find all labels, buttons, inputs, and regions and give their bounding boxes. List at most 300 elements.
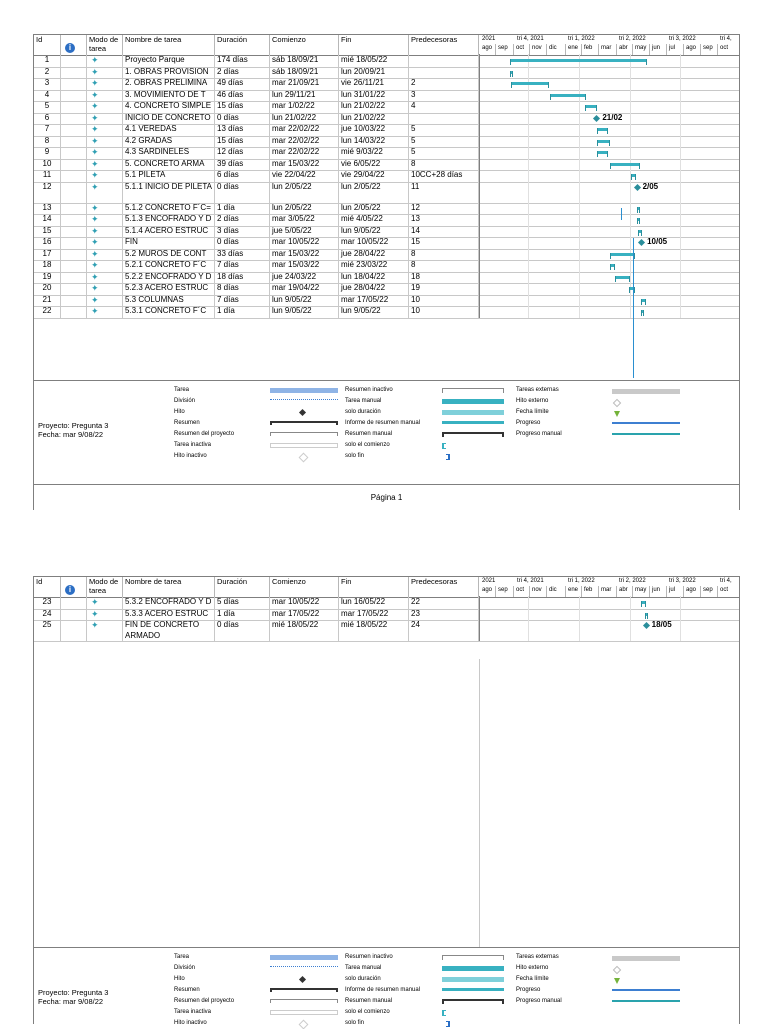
- timescale-quarter: tri 2, 2022: [619, 578, 646, 584]
- table-row[interactable]: [34, 620, 739, 642]
- task-id: 8: [34, 136, 61, 148]
- task-mode[interactable]: [87, 295, 123, 307]
- task-duration[interactable]: 1 día: [215, 306, 270, 318]
- task-duration[interactable]: 6 días: [215, 170, 270, 182]
- task-mode[interactable]: [87, 113, 123, 125]
- task-start[interactable]: mar 19/04/22: [270, 283, 339, 295]
- task-name[interactable]: 3. MOVIMIENTO DE T: [123, 90, 215, 102]
- task-start[interactable]: lun 21/02/22: [270, 113, 339, 125]
- legend-label: Informe de resumen manual: [345, 420, 421, 426]
- task-finish[interactable]: vie 6/05/22: [339, 159, 409, 171]
- task-finish[interactable]: mié 23/03/22: [339, 260, 409, 272]
- task-duration[interactable]: 7 días: [215, 295, 270, 307]
- task-start[interactable]: lun 9/05/22: [270, 295, 339, 307]
- timescale-separator: [632, 586, 633, 597]
- task-duration[interactable]: 15 días: [215, 101, 270, 113]
- timescale-month: dic: [549, 45, 557, 51]
- task-name[interactable]: INICIO DE CONCRETO: [123, 113, 215, 125]
- col-header-finish[interactable]: Fin: [339, 577, 409, 597]
- legend-label: solo duración: [345, 976, 381, 982]
- timescale-month: ene: [568, 587, 579, 593]
- task-indicators: [61, 113, 87, 125]
- task-bar-end: [635, 174, 636, 180]
- task-indicators: [61, 226, 87, 238]
- task-finish[interactable]: lun 2/05/22: [339, 203, 409, 215]
- task-start[interactable]: mar 22/02/22: [270, 136, 339, 148]
- table-row[interactable]: [34, 182, 739, 204]
- task-id: 20: [34, 283, 61, 295]
- col-header-predecessors[interactable]: Predecesoras: [409, 35, 479, 55]
- manual-task-pin-icon: ✦: [91, 89, 99, 100]
- col-header-id[interactable]: Id: [34, 577, 61, 597]
- task-finish[interactable]: lun 21/02/22: [339, 113, 409, 125]
- task-indicators: [61, 597, 87, 609]
- task-mode[interactable]: [87, 203, 123, 215]
- task-duration[interactable]: 13 días: [215, 124, 270, 136]
- task-duration[interactable]: 0 días: [215, 113, 270, 125]
- col-header-id[interactable]: Id: [34, 35, 61, 55]
- external-milestone-legend-icon: [613, 399, 621, 407]
- task-name[interactable]: 2. OBRAS PRELIMINA: [123, 78, 215, 90]
- task-bar-end: [607, 128, 608, 134]
- timescale-month: sep: [703, 45, 713, 51]
- task-finish[interactable]: vie 29/04/22: [339, 170, 409, 182]
- task-predecessors[interactable]: 10: [409, 306, 479, 318]
- timescale-month: sep: [703, 587, 713, 593]
- task-mode[interactable]: [87, 159, 123, 171]
- task-duration[interactable]: 1 día: [215, 203, 270, 215]
- task-indicators: [61, 67, 87, 79]
- task-id: 22: [34, 306, 61, 318]
- milestone-label: 21/02: [602, 112, 623, 122]
- task-indicators: [61, 203, 87, 215]
- task-finish[interactable]: jue 28/04/22: [339, 249, 409, 261]
- legend-label: Hito: [174, 409, 185, 415]
- timescale-month: jul: [669, 587, 676, 593]
- task-bar[interactable]: [610, 253, 635, 256]
- legend-label: Fecha límite: [516, 976, 549, 982]
- legend-label: División: [174, 965, 196, 971]
- legend: [34, 380, 739, 485]
- task-predecessors[interactable]: [409, 55, 479, 67]
- task-start[interactable]: vie 22/04/22: [270, 170, 339, 182]
- task-mode[interactable]: [87, 90, 123, 102]
- task-duration[interactable]: 0 días: [215, 182, 270, 203]
- manual-summary-rollup-legend-bar: [442, 988, 504, 991]
- task-finish[interactable]: mar 17/05/22: [339, 609, 409, 621]
- task-mode[interactable]: [87, 78, 123, 90]
- task-mode[interactable]: [87, 67, 123, 79]
- task-name[interactable]: 5.1 PILETA: [123, 170, 215, 182]
- task-finish[interactable]: jue 10/03/22: [339, 124, 409, 136]
- task-id: 17: [34, 249, 61, 261]
- task-predecessors[interactable]: 12: [409, 203, 479, 215]
- task-finish[interactable]: mié 18/05/22: [339, 620, 409, 641]
- task-bar-start: [610, 253, 611, 259]
- timescale-separator: [683, 586, 684, 597]
- task-name[interactable]: FIN: [123, 237, 215, 249]
- col-header-info[interactable]: [61, 35, 87, 55]
- task-predecessors[interactable]: [409, 113, 479, 125]
- manual-task-pin-icon: ✦: [91, 248, 99, 259]
- task-finish[interactable]: lun 20/09/21: [339, 67, 409, 79]
- task-predecessors[interactable]: 5: [409, 124, 479, 136]
- legend-label: Progreso: [516, 987, 541, 993]
- task-indicators: [61, 237, 87, 249]
- task-id: 2: [34, 67, 61, 79]
- task-mode[interactable]: [87, 272, 123, 284]
- task-predecessors[interactable]: [409, 67, 479, 79]
- timescale-month: sep: [498, 587, 508, 593]
- manual-task-pin-icon: ✦: [91, 225, 99, 236]
- timescale-month: jul: [669, 45, 676, 51]
- task-name[interactable]: 5.2 MUROS DE CONT: [123, 249, 215, 261]
- task-mode[interactable]: [87, 124, 123, 136]
- task-id: 5: [34, 101, 61, 113]
- task-bar[interactable]: [550, 94, 586, 97]
- task-start[interactable]: mar 10/05/22: [270, 597, 339, 609]
- progress-legend-bar: [612, 422, 680, 424]
- task-finish[interactable]: lun 16/05/22: [339, 597, 409, 609]
- col-header-start[interactable]: Comienzo: [270, 577, 339, 597]
- timescale-separator: [546, 586, 547, 597]
- gridline: [680, 54, 681, 318]
- task-id: 7: [34, 124, 61, 136]
- task-id: 15: [34, 226, 61, 238]
- task-bar-end: [645, 601, 646, 607]
- legend-label: solo duración: [345, 409, 381, 415]
- task-indicators: [61, 306, 87, 318]
- task-id: 9: [34, 147, 61, 159]
- timescale-quarter: tri 3, 2022: [669, 36, 696, 42]
- task-finish[interactable]: lun 21/02/22: [339, 101, 409, 113]
- task-start[interactable]: sáb 18/09/21: [270, 67, 339, 79]
- task-predecessors[interactable]: 4: [409, 101, 479, 113]
- task-mode[interactable]: [87, 136, 123, 148]
- task-bar-start: [597, 151, 598, 157]
- task-duration[interactable]: 46 días: [215, 90, 270, 102]
- task-name[interactable]: FIN DE CONCRETO ARMADO: [123, 620, 215, 641]
- external-tasks-legend-bar: [612, 389, 680, 394]
- task-name[interactable]: 5.1.3 ENCOFRADO Y D: [123, 214, 215, 226]
- task-mode[interactable]: [87, 214, 123, 226]
- task-mode[interactable]: [87, 609, 123, 621]
- task-finish[interactable]: lun 14/03/22: [339, 136, 409, 148]
- gantt-page-2: [33, 576, 740, 1024]
- task-duration[interactable]: 2 días: [215, 214, 270, 226]
- legend-label: Progreso: [516, 420, 541, 426]
- task-bar[interactable]: [615, 276, 630, 279]
- task-name[interactable]: 5.2.3 ACERO ESTRUC: [123, 283, 215, 295]
- manual-task-pin-icon: ✦: [91, 237, 99, 247]
- task-name[interactable]: 5.3.2 ENCOFRADO Y D: [123, 597, 215, 609]
- timescale-separator: [598, 586, 599, 597]
- manual-summary-legend-bar: [442, 432, 504, 437]
- task-mode[interactable]: [87, 249, 123, 261]
- milestone-legend-icon: [299, 976, 306, 983]
- split-legend-bar: [270, 399, 338, 403]
- task-name[interactable]: 5.1.4 ACERO ESTRUC: [123, 226, 215, 238]
- task-mode[interactable]: [87, 597, 123, 609]
- task-name[interactable]: 4.3 SARDINELES: [123, 147, 215, 159]
- legend-label: Resumen manual: [345, 998, 393, 1004]
- task-mode[interactable]: [87, 55, 123, 67]
- task-bar-start: [637, 207, 638, 213]
- task-duration[interactable]: 15 días: [215, 136, 270, 148]
- task-start[interactable]: mar 1/02/22: [270, 101, 339, 113]
- task-mode[interactable]: [87, 620, 123, 641]
- chart-divider: [479, 596, 480, 641]
- task-predecessors[interactable]: 13: [409, 214, 479, 226]
- task-name[interactable]: 5.3 COLUMNAS: [123, 295, 215, 307]
- task-predecessors[interactable]: 10: [409, 295, 479, 307]
- task-duration[interactable]: 8 días: [215, 283, 270, 295]
- task-duration[interactable]: 49 días: [215, 78, 270, 90]
- task-duration[interactable]: 1 día: [215, 609, 270, 621]
- task-bar-start: [597, 128, 598, 134]
- task-predecessors[interactable]: 24: [409, 620, 479, 641]
- task-duration[interactable]: 3 días: [215, 226, 270, 238]
- task-bar-end: [596, 105, 597, 111]
- task-indicators: [61, 170, 87, 182]
- task-predecessors[interactable]: 5: [409, 147, 479, 159]
- task-indicators: [61, 124, 87, 136]
- task-mode[interactable]: [87, 306, 123, 318]
- task-id: 18: [34, 260, 61, 272]
- task-name[interactable]: 1. OBRAS PROVISION: [123, 67, 215, 79]
- gridline: [528, 54, 529, 318]
- task-start[interactable]: lun 29/11/21: [270, 90, 339, 102]
- task-predecessors[interactable]: 5: [409, 136, 479, 148]
- summary-legend-bar: [270, 988, 338, 992]
- task-bar-start: [637, 218, 638, 224]
- task-legend-bar: [270, 388, 338, 393]
- task-start[interactable]: lun 2/05/22: [270, 203, 339, 215]
- task-predecessors[interactable]: 2: [409, 78, 479, 90]
- task-start[interactable]: lun 9/05/22: [270, 306, 339, 318]
- task-duration[interactable]: 18 días: [215, 272, 270, 284]
- task-predecessors[interactable]: 11: [409, 182, 479, 203]
- task-duration[interactable]: 174 días: [215, 55, 270, 67]
- manual-task-pin-icon: ✦: [91, 214, 99, 224]
- task-name[interactable]: 5.1.2 CONCRETO F´C=: [123, 203, 215, 215]
- task-start[interactable]: mar 10/05/22: [270, 237, 339, 249]
- task-start[interactable]: mar 22/02/22: [270, 147, 339, 159]
- timescale-separator: [513, 586, 514, 597]
- empty-table-area: [34, 659, 739, 947]
- col-header-duration[interactable]: Duración: [215, 577, 270, 597]
- legend-label: Progreso manual: [516, 431, 562, 437]
- task-duration[interactable]: 7 días: [215, 260, 270, 272]
- manual-summary-legend-bar: [442, 999, 504, 1004]
- task-mode[interactable]: [87, 147, 123, 159]
- task-start[interactable]: mié 18/05/22: [270, 620, 339, 641]
- task-bar-start: [510, 59, 511, 65]
- timescale-month: may: [635, 45, 647, 51]
- duration-only-legend-bar: [442, 410, 504, 415]
- timescale: [479, 577, 739, 597]
- table-header: [34, 576, 739, 598]
- task-name[interactable]: 4. CONCRETO SIMPLE: [123, 101, 215, 113]
- task-finish[interactable]: lun 18/04/22: [339, 272, 409, 284]
- task-predecessors[interactable]: 8: [409, 260, 479, 272]
- col-header-mode[interactable]: Modo de tarea: [87, 35, 123, 55]
- task-finish[interactable]: mar 10/05/22: [339, 237, 409, 249]
- milestone-legend-icon: [299, 409, 306, 416]
- task-bar[interactable]: [510, 59, 647, 62]
- task-predecessors[interactable]: 22: [409, 597, 479, 609]
- timescale: [479, 35, 739, 55]
- task-finish[interactable]: lun 31/01/22: [339, 90, 409, 102]
- task-bar-start: [511, 82, 512, 88]
- task-start[interactable]: mar 15/03/22: [270, 249, 339, 261]
- task-name[interactable]: 5.1.1 INICIO DE PILETA: [123, 182, 215, 203]
- timescale-month: ene: [568, 45, 579, 51]
- task-start[interactable]: mar 17/05/22: [270, 609, 339, 621]
- timescale-separator: [565, 44, 566, 55]
- task-mode[interactable]: [87, 101, 123, 113]
- task-id: 4: [34, 90, 61, 102]
- task-start[interactable]: mar 22/02/22: [270, 124, 339, 136]
- task-predecessors[interactable]: 18: [409, 272, 479, 284]
- task-indicators: [61, 295, 87, 307]
- task-finish[interactable]: mié 9/03/22: [339, 147, 409, 159]
- task-finish[interactable]: jue 28/04/22: [339, 283, 409, 295]
- timescale-separator: [649, 586, 650, 597]
- col-header-info[interactable]: [61, 577, 87, 597]
- task-predecessors[interactable]: 3: [409, 90, 479, 102]
- task-name[interactable]: Proyecto Parque: [123, 55, 215, 67]
- task-duration[interactable]: 12 días: [215, 147, 270, 159]
- task-name[interactable]: 5.3.1 CONCRETO F´C: [123, 306, 215, 318]
- task-indicators: [61, 609, 87, 621]
- project-date: Fecha: mar 9/08/22: [38, 430, 104, 439]
- task-bar-end: [634, 287, 635, 293]
- task-start[interactable]: mar 15/03/22: [270, 260, 339, 272]
- task-finish[interactable]: mié 18/05/22: [339, 55, 409, 67]
- task-predecessors[interactable]: 8: [409, 249, 479, 261]
- timescale-quarter: tri 4,: [720, 36, 732, 42]
- task-predecessors[interactable]: 15: [409, 237, 479, 249]
- task-bar-start: [550, 94, 551, 100]
- task-id: 23: [34, 597, 61, 609]
- manual-task-pin-icon: ✦: [91, 124, 99, 134]
- task-finish[interactable]: mar 17/05/22: [339, 295, 409, 307]
- task-predecessors[interactable]: 19: [409, 283, 479, 295]
- legend-label: Fecha límite: [516, 409, 549, 415]
- task-bar-end: [609, 140, 610, 146]
- task-mode[interactable]: [87, 260, 123, 272]
- task-bar-start: [645, 613, 646, 619]
- timescale-separator: [717, 586, 718, 597]
- project-summary-legend-bar: [270, 999, 338, 1003]
- task-bar-start: [641, 310, 642, 316]
- task-name[interactable]: 5.2.2 ENCOFRADO Y D: [123, 272, 215, 284]
- task-start[interactable]: sáb 18/09/21: [270, 55, 339, 67]
- col-header-finish[interactable]: Fin: [339, 35, 409, 55]
- task-bar-start: [610, 264, 611, 270]
- task-bar[interactable]: [511, 82, 549, 85]
- task-mode[interactable]: [87, 283, 123, 295]
- task-name[interactable]: 5. CONCRETO ARMA: [123, 159, 215, 171]
- task-duration[interactable]: 39 días: [215, 159, 270, 171]
- task-mode[interactable]: [87, 182, 123, 203]
- legend-label: Resumen inactivo: [345, 387, 393, 393]
- manual-task-pin-icon: ✦: [91, 170, 99, 180]
- table-header: [34, 34, 739, 56]
- col-header-mode[interactable]: Modo de tarea: [87, 577, 123, 597]
- task-bar-end: [643, 310, 644, 316]
- task-bar-start: [510, 71, 511, 77]
- col-header-predecessors[interactable]: Predecesoras: [409, 577, 479, 597]
- col-header-name[interactable]: Nombre de tarea: [123, 35, 215, 55]
- task-predecessors[interactable]: 23: [409, 609, 479, 621]
- task-start[interactable]: lun 2/05/22: [270, 182, 339, 203]
- task-start[interactable]: mar 15/03/22: [270, 159, 339, 171]
- inactive-task-legend-bar: [270, 1010, 338, 1015]
- legend-label: solo fin: [345, 453, 365, 459]
- milestone-label: 2/05: [642, 181, 659, 191]
- task-finish[interactable]: lun 9/05/22: [339, 306, 409, 318]
- task-bar-end: [585, 94, 586, 100]
- task-bar[interactable]: [610, 163, 640, 166]
- task-finish[interactable]: vie 26/11/21: [339, 78, 409, 90]
- task-mode[interactable]: [87, 237, 123, 249]
- col-header-name[interactable]: Nombre de tarea: [123, 577, 215, 597]
- task-finish[interactable]: mié 4/05/22: [339, 214, 409, 226]
- info-icon: i: [65, 585, 75, 595]
- task-start[interactable]: jue 5/05/22: [270, 226, 339, 238]
- task-predecessors[interactable]: 14: [409, 226, 479, 238]
- inactive-milestone-legend-icon: [299, 1020, 309, 1029]
- task-duration[interactable]: 5 días: [215, 597, 270, 609]
- task-duration[interactable]: 2 días: [215, 67, 270, 79]
- legend-label: Hito: [174, 976, 185, 982]
- task-finish[interactable]: lun 9/05/22: [339, 226, 409, 238]
- legend: [34, 947, 739, 1025]
- col-header-duration[interactable]: Duración: [215, 35, 270, 55]
- task-mode[interactable]: [87, 226, 123, 238]
- task-bar-end: [607, 151, 608, 157]
- task-start[interactable]: mar 21/09/21: [270, 78, 339, 90]
- task-start[interactable]: mar 3/05/22: [270, 214, 339, 226]
- task-duration[interactable]: 0 días: [215, 237, 270, 249]
- timescale-month: may: [635, 587, 647, 593]
- timescale-separator: [598, 44, 599, 55]
- task-name[interactable]: 5.3.3 ACERO ESTRUC: [123, 609, 215, 621]
- timescale-month: jun: [652, 45, 661, 51]
- legend-label: Hito externo: [516, 398, 549, 404]
- col-header-start[interactable]: Comienzo: [270, 35, 339, 55]
- task-finish[interactable]: lun 2/05/22: [339, 182, 409, 203]
- task-predecessors[interactable]: 10CC+28 días: [409, 170, 479, 182]
- task-predecessors[interactable]: 8: [409, 159, 479, 171]
- timescale-separator: [616, 44, 617, 55]
- task-bar[interactable]: [597, 140, 610, 143]
- task-duration[interactable]: 33 días: [215, 249, 270, 261]
- task-name[interactable]: 5.2.1 CONCRETO F´C: [123, 260, 215, 272]
- task-name[interactable]: 4.2 GRADAS: [123, 136, 215, 148]
- task-indicators: [61, 136, 87, 148]
- task-start[interactable]: jue 24/03/22: [270, 272, 339, 284]
- manual-task-legend-bar: [442, 399, 504, 404]
- task-bar-end: [639, 218, 640, 224]
- task-bar-end: [646, 59, 647, 65]
- task-name[interactable]: 4.1 VEREDAS: [123, 124, 215, 136]
- task-mode[interactable]: [87, 170, 123, 182]
- chart-divider: [479, 54, 480, 318]
- task-duration[interactable]: 0 días: [215, 620, 270, 641]
